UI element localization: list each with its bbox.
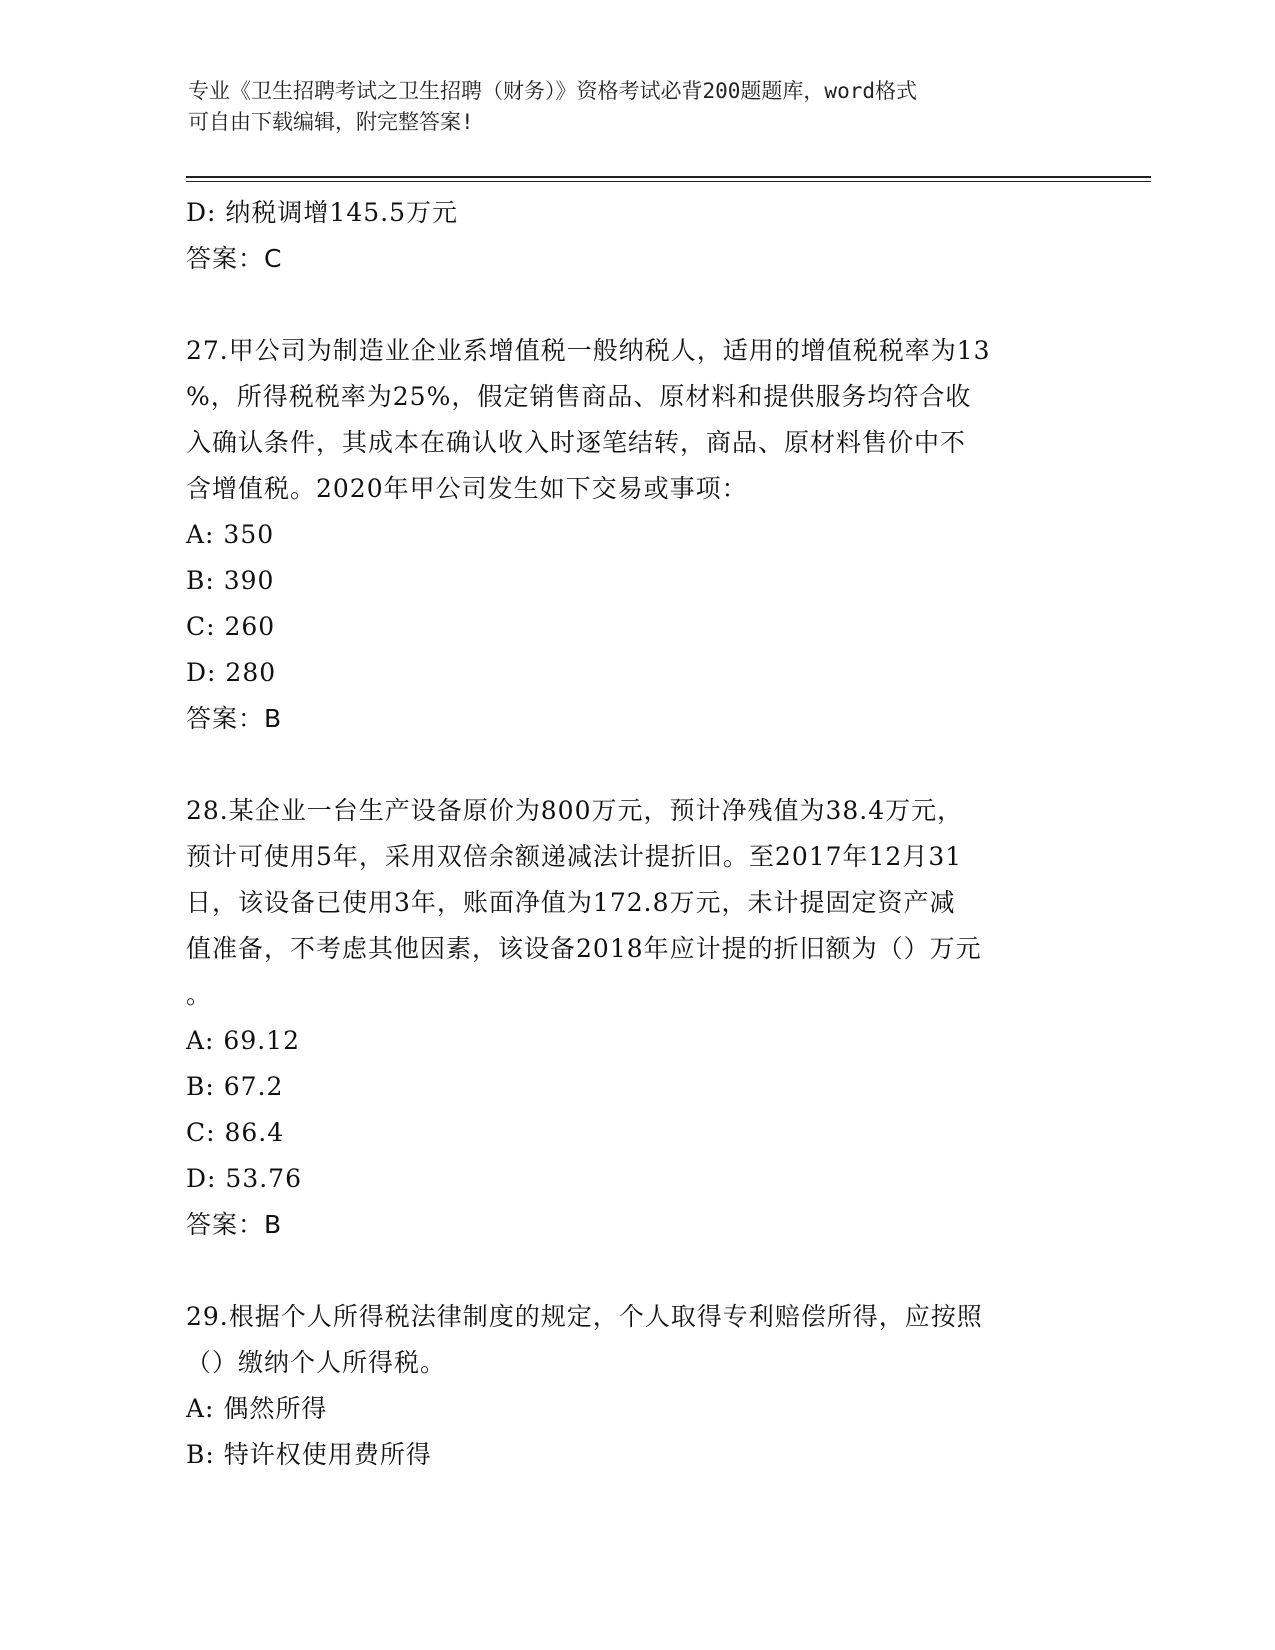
answer-line: 答案：C: [186, 244, 283, 273]
option-c: C: 86.4: [186, 1118, 285, 1147]
option-c: C: 260: [186, 612, 276, 641]
question-text-line: 值准备，不考虑其他因素，该设备2018年应计提的折旧额为（）万元: [186, 934, 982, 963]
option-d: D: 53.76: [186, 1164, 302, 1193]
question-text-line: %，所得税税率为25%，假定销售商品、原材料和提供服务均符合收: [186, 382, 972, 411]
option-a: A: 350: [186, 520, 275, 549]
option-b: B: 390: [186, 566, 275, 595]
option-d: D: 280: [186, 658, 277, 687]
question-text-line: 预计可使用5年，采用双倍余额递减法计提折旧。至2017年12月31: [186, 842, 963, 871]
question-text-line: （）缴纳个人所得税。: [186, 1348, 447, 1377]
answer-line: 答案：B: [186, 704, 283, 733]
question-text-line: 含增值税。2020年甲公司发生如下交易或事项：: [186, 474, 748, 503]
header-line: 可自由下载编辑，附完整答案!: [188, 110, 474, 134]
question-text-line: 27.甲公司为制造业企业系增值税一般纳税人，适用的增值税税率为13: [186, 336, 991, 365]
option-b: B: 特许权使用费所得: [186, 1440, 432, 1469]
question-content: [186, 190, 1086, 1478]
question-29: [186, 1294, 1086, 1478]
option-a: A: 69.12: [186, 1026, 300, 1055]
page-header: [188, 76, 1068, 138]
option-a: A: 偶然所得: [186, 1394, 328, 1423]
question-28: [186, 788, 1086, 1248]
answer-line: 答案：B: [186, 1210, 283, 1239]
question-text-line: 入确认条件，其成本在确认收入时逐笔结转，商品、原材料售价中不: [186, 428, 967, 457]
option-b: B: 67.2: [186, 1072, 284, 1101]
header-divider: [186, 176, 1151, 178]
question-text-line: 。: [186, 980, 213, 1009]
question-27: [186, 328, 1086, 742]
header-line: 专业《卫生招聘考试之卫生招聘（财务）》资格考试必背200题题库，word格式: [188, 79, 917, 103]
question-text-line: 29.根据个人所得税法律制度的规定，个人取得专利赔偿所得，应按照: [186, 1302, 983, 1331]
question-text-line: 28.某企业一台生产设备原价为800万元，预计净残值为38.4万元，: [186, 796, 964, 825]
question-text-line: 日，该设备已使用3年，账面净值为172.8万元，未计提固定资产减: [186, 888, 956, 917]
option-d: D: 纳税调增145.5万元: [186, 198, 458, 227]
header-divider: [186, 181, 1151, 182]
